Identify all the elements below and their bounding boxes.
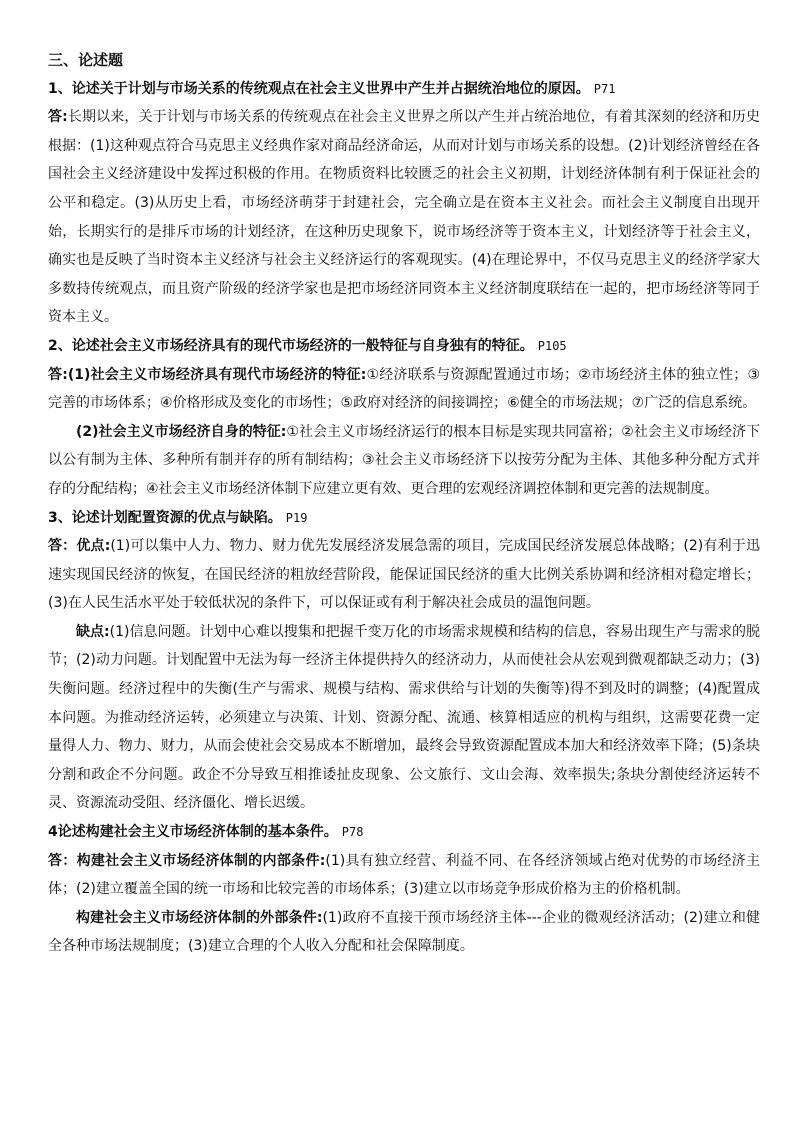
answer-label: 答: (48, 109, 68, 126)
answer-label: 答: (48, 366, 68, 383)
question-3-title: 3、论述计划配置资源的优点与缺陷。 P19 (48, 509, 308, 526)
section-title: 三、论述题 (48, 51, 124, 69)
page-ref: P78 (341, 825, 364, 840)
answer-4-external: 构建社会主义市场经济体制的外部条件:(1)政府不直接干预市场经济主体---企业的微观经济活动；(2)建立和健全各种市场法规制度；(3)建立合理的个人收入分配和社会保障制度。 (48, 909, 760, 955)
answer-label: 答：优点: (48, 538, 111, 555)
page-ref: P71 (593, 81, 616, 96)
question-4-title: 4论述构建社会主义市场经济体制的基本条件。 P78 (48, 824, 364, 841)
answer-3-disadvantages: 缺点:(1)信息问题。计划中心难以搜集和把握千变万化的市场需求规模和结构的信息，容易出现生产与需求的脱节；(2)动力问题。计划配置中无法为每一经济主体提供持久的经济动力，从而使社会从宏观到微观都缺乏动力；(3)失衡问题。经济过程中的失衡(生产与需求、规模与结构、需求供给与计划的失衡等)得不到及时的调整；(4)配置成本问题。为推动经济运转，必须建立与决策、计划、资源分配、流通、核算相适应的机构与组织，这需要花费一定量得人力、物力、财力，从而会使社会交易成本不断增加，最终会导致资源配置成本加大和经济效率下降；(5)条块分割和政企不分问题。政企不分导致互相推诿扯皮现象、公文旅行、文山会海、效率损失;条块分割使经济运转不灵、资源流动受阻、经济僵化、增长迟缓。 (48, 623, 760, 812)
question-1-title: 1、论述关于计划与市场关系的传统观点在社会主义世界中产生并占据统治地位的原因。 P71 (48, 80, 616, 97)
answer-1: 答:长期以来，关于计划与市场关系的传统观点在社会主义世界之所以产生并占统治地位，有着其深刻的经济和历史根据：(1)这种观点符合马克思主义经典作家对商品经济命运，从而对计划与市场关系的设想。(2)计划经济曾经在各国社会主义经济建设中发挥过积极的作用。在物质资料比较匮乏的社会主义初期，计划经济体制有利于保证社会的公平和稳定。(3)从历史上看，市场经济萌芽于封建社会，完全确立是在资本主义社会。而社会主义制度自出现开始，长期实行的是排斥市场的计划经济，在这种历史现象下，说市场经济等于资本主义，计划经济等于社会主义，确实也是反映了当时资本主义经济与社会主义经济运行的客观现实。(4)在理论界中，不仅马克思主义的经济学家大多数持传统观点，而且资产阶级的经济学家也是把市场经济同资本主义经济制度联结在一起的，把市场经济等同于资本主义。 (48, 109, 760, 326)
answer-4-internal: 答：构建社会主义市场经济体制的内部条件:(1)具有独立经营、利益不同、在各经济领域占绝对优势的市场经济主体；(2)建立覆盖全国的统一市场和比较完善的市场体系；(3)建立以市场竞争形成价格为主的价格机制。 (48, 852, 760, 898)
page-ref: P105 (537, 338, 567, 353)
question-2-title: 2、论述社会主义市场经济具有的现代市场经济的一般特征与自身独有的特征。 P105 (48, 337, 567, 354)
answer-3-advantages: 答：优点:(1)可以集中人力、物力、财力优先发展经济发展急需的项目，完成国民经济发展总体战略；(2)有利于迅速实现国民经济的恢复，在国民经济的粗放经营阶段，能保证国民经济的重大比例关系协调和经济相对稳定增长；(3)在人民生活水平处于较低状况的条件下，可以保证或有利于解决社会成员的温饱问题。 (48, 538, 760, 612)
answer-label: 答：构建社会主义市场经济体制的内部条件: (48, 852, 326, 869)
page-ref: P19 (285, 510, 308, 525)
answer-2-part-2: (2)社会主义市场经济自身的特征:①社会主义市场经济运行的根本目标是实现共同富裕；②社会主义市场经济下以公有制为主体、多种所有制并存的所有制结构；③社会主义市场经济下以按劳分配为主体、其他多种分配方式并存的分配结构；④社会主义市场经济体制下应建立更有效、更合理的宏观经济调控体制和更完善的法规制度。 (48, 423, 760, 497)
document-page (48, 46, 760, 961)
answer-2-part-1: 答:(1)社会主义市场经济具有现代市场经济的特征:①经济联系与资源配置通过市场；②市场经济主体的独立性；③完善的市场体系；④价格形成及变化的市场性；⑤政府对经济的间接调控；⑥健全的市场法规；⑦广泛的信息系统。 (48, 366, 761, 412)
